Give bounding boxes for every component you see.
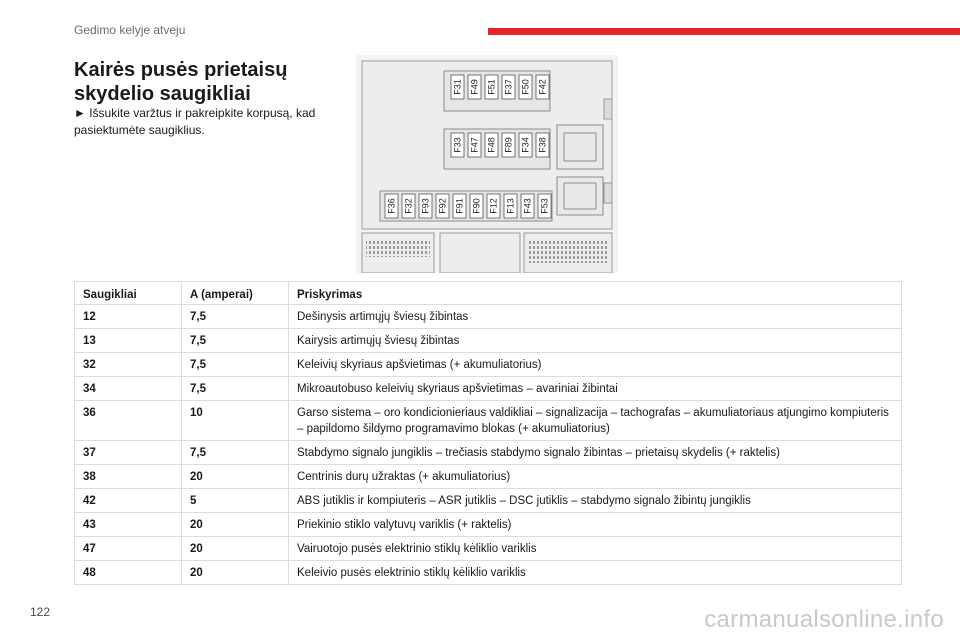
table-row <box>75 513 902 537</box>
chapter-header: Gedimo kelyje atveju <box>74 23 186 37</box>
watermark: carmanualsonline.info <box>704 606 944 633</box>
fuse-number: 47 <box>75 537 182 561</box>
fuse-label: F32 <box>403 198 414 214</box>
fuse-label: F31 <box>452 79 463 95</box>
fuse-assignment: Kairysis artimųjų šviesų žibintas <box>289 329 902 353</box>
fuse-label: F43 <box>522 198 533 214</box>
header-accent-bar <box>488 28 960 35</box>
fuse-label: F93 <box>420 198 431 214</box>
fuse-amperage: 7,5 <box>182 353 289 377</box>
fuse-label: F12 <box>488 198 499 214</box>
fuse-label: F51 <box>486 79 497 95</box>
fuse-amperage: 7,5 <box>182 441 289 465</box>
fuse-label: F53 <box>539 198 550 214</box>
fuse-label: F34 <box>520 137 531 153</box>
table-row <box>75 537 902 561</box>
fuse-assignment: Keleivio pusės elektrinio stiklų kėliklio variklis <box>289 561 902 585</box>
fuse-number: 43 <box>75 513 182 537</box>
column-header-assignment: Priskyrimas <box>289 282 902 305</box>
table-row <box>75 561 902 585</box>
fuse-label: F36 <box>386 198 397 214</box>
fuse-amperage: 10 <box>182 401 289 441</box>
fuse-assignment: Vairuotojo pusės elektrinio stiklų kėliklio variklis <box>289 537 902 561</box>
table-row <box>75 489 902 513</box>
fuse-label: F92 <box>437 198 448 214</box>
fuse-amperage: 7,5 <box>182 377 289 401</box>
fuse-number: 48 <box>75 561 182 585</box>
fuse-assignment: Keleivių skyriaus apšvietimas (+ akumuliatorius) <box>289 353 902 377</box>
table-row <box>75 401 902 441</box>
table-row <box>75 441 902 465</box>
fuse-table <box>74 281 902 585</box>
table-row <box>75 353 902 377</box>
fuse-assignment: Garso sistema – oro kondicionieriaus valdikliai – signalizacija – tachografas – akumuliatoriaus atjungimo kompiuteris – papildomo šildymo programavimo blokas (+ akumuliatorius) <box>289 401 902 441</box>
fuse-label: F48 <box>486 137 497 153</box>
fuse-label: F89 <box>503 137 514 153</box>
table-header-row <box>75 282 902 305</box>
fuse-amperage: 5 <box>182 489 289 513</box>
fuse-assignment: Centrinis durų užraktas (+ akumuliatorius) <box>289 465 902 489</box>
fuse-label: F38 <box>537 137 548 153</box>
fuse-label: F91 <box>454 198 465 214</box>
fuse-label: F49 <box>469 79 480 95</box>
fuse-assignment: ABS jutiklis ir kompiuteris – ASR jutiklis – DSC jutiklis – stabdymo signalo žibintų jungiklis <box>289 489 902 513</box>
fuse-number: 38 <box>75 465 182 489</box>
fuse-amperage: 20 <box>182 537 289 561</box>
table-row <box>75 377 902 401</box>
fuse-number: 13 <box>75 329 182 353</box>
section-title: Kairės pusės prietaisų skydelio saugikliai <box>74 59 288 105</box>
fuse-assignment: Priekinio stiklo valytuvų variklis (+ raktelis) <box>289 513 902 537</box>
fuse-label: F50 <box>520 79 531 95</box>
fuse-amperage: 7,5 <box>182 329 289 353</box>
page-number: 122 <box>30 605 51 619</box>
fuse-label: F42 <box>537 79 548 95</box>
fuse-amperage: 7,5 <box>182 305 289 329</box>
instruction-text: ► Išsukite varžtus ir pakreipkite korpusą, kad pasiektumėte saugiklius. <box>74 106 316 137</box>
fuse-number: 34 <box>75 377 182 401</box>
table-row <box>75 305 902 329</box>
column-header-amperes: A (amperai) <box>182 282 289 305</box>
fuse-number: 37 <box>75 441 182 465</box>
fuse-amperage: 20 <box>182 561 289 585</box>
fuse-assignment: Mikroautobuso keleivių skyriaus apšvietimas – avariniai žibintai <box>289 377 902 401</box>
table-row <box>75 329 902 353</box>
fuse-label: F90 <box>471 198 482 214</box>
column-header-fuse: Saugikliai <box>75 282 182 305</box>
fuse-label: F37 <box>503 79 514 95</box>
fuse-number: 36 <box>75 401 182 441</box>
fuse-number: 32 <box>75 353 182 377</box>
fuse-amperage: 20 <box>182 465 289 489</box>
fuse-box-diagram <box>356 55 618 273</box>
fuse-label: F33 <box>452 137 463 153</box>
table-row <box>75 465 902 489</box>
fuse-label: F47 <box>469 137 480 153</box>
fuse-box-illustration <box>356 55 618 273</box>
fuse-label: F13 <box>505 198 516 214</box>
fuse-assignment: Stabdymo signalo jungiklis – trečiasis stabdymo signalo žibintas – prietaisų skydelis (+ raktelis) <box>289 441 902 465</box>
fuse-assignment: Dešinysis artimųjų šviesų žibintas <box>289 305 902 329</box>
fuse-number: 42 <box>75 489 182 513</box>
fuse-amperage: 20 <box>182 513 289 537</box>
fuse-number: 12 <box>75 305 182 329</box>
